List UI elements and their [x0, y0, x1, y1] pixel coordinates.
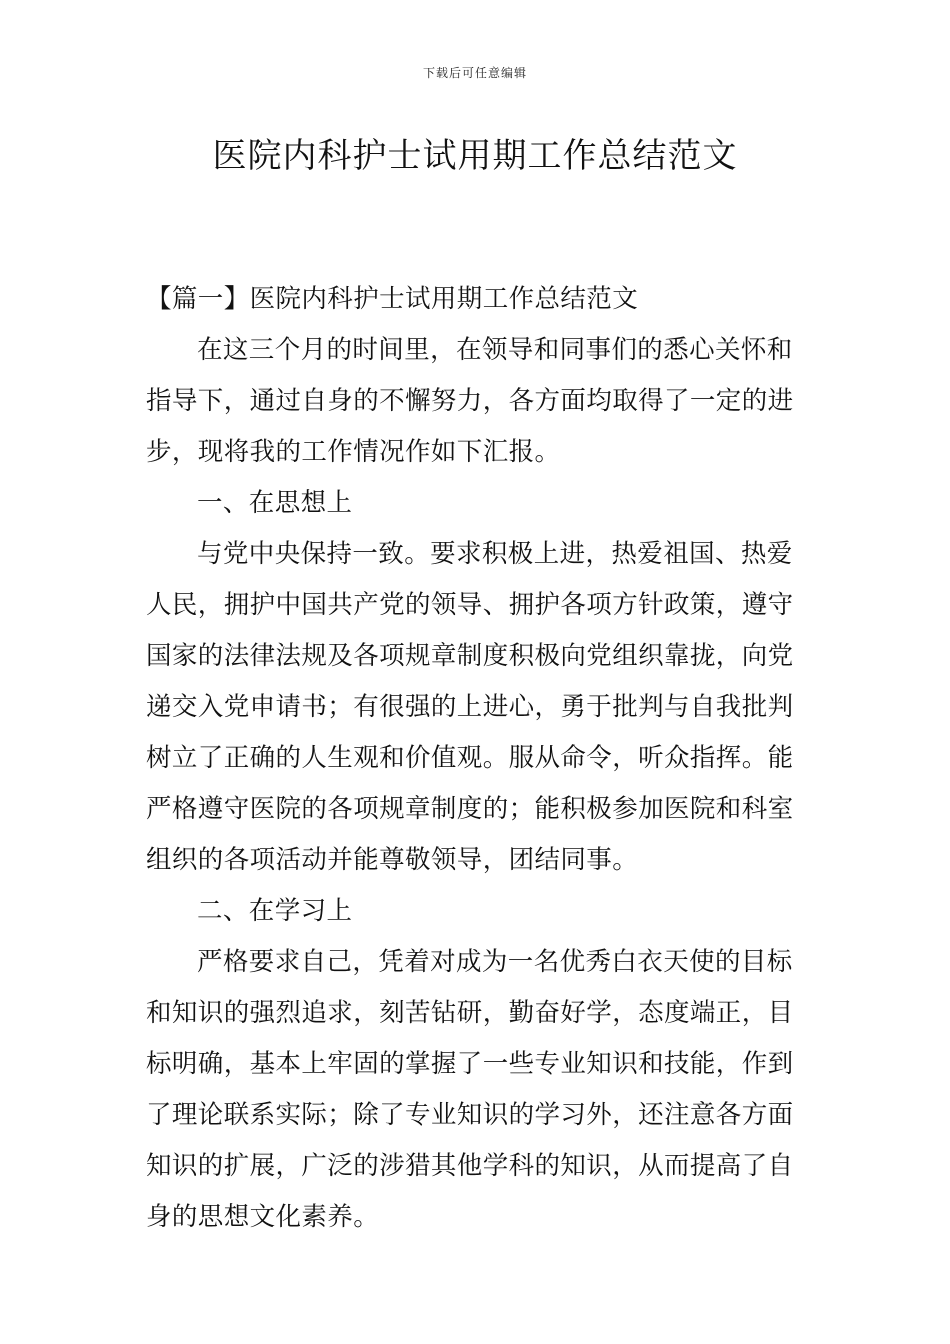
- body-line: 递交入党申请书；有很强的上进心，勇于批判与自我批判: [146, 692, 794, 722]
- header-note: 下载后可任意编辑: [422, 66, 527, 80]
- body-line: 指导下，通过自身的不懈努力，各方面均取得了一定的进: [146, 386, 794, 416]
- body-line: 和知识的强烈追求，刻苦钻研，勤奋好学，态度端正，目: [146, 998, 794, 1028]
- document-body: [146, 274, 810, 1243]
- body-line: 二、在学习上: [197, 896, 353, 926]
- body-line: 严格要求自己，凭着对成为一名优秀白衣天使的目标: [197, 947, 793, 977]
- body-line: 严格遵守医院的各项规章制度的；能积极参加医院和科室: [146, 794, 794, 824]
- body-line: 人民，拥护中国共产党的领导、拥护各项方针政策，遵守: [146, 590, 794, 620]
- body-line: 树立了正确的人生观和价值观。服从命令，听众指挥。能: [146, 743, 794, 773]
- body-line: 【篇一】医院内科护士试用期工作总结范文: [146, 284, 639, 314]
- body-line: 了理论联系实际；除了专业知识的学习外，还注意各方面: [146, 1100, 794, 1130]
- body-line: 在这三个月的时间里，在领导和同事们的悉心关怀和: [197, 335, 793, 365]
- body-line: 一、在思想上: [197, 488, 353, 518]
- body-line: 标明确，基本上牢固的掌握了一些专业知识和技能，作到: [146, 1049, 794, 1079]
- body-line: 国家的法律法规及各项规章制度积极向党组织靠拢，向党: [146, 641, 794, 671]
- body-line: 与党中央保持一致。要求积极上进，热爱祖国、热爱: [197, 539, 793, 569]
- body-line: 知识的扩展，广泛的涉猎其他学科的知识，从而提高了自: [146, 1151, 794, 1181]
- body-line: 身的思想文化素养。: [146, 1202, 380, 1232]
- body-line: 步，现将我的工作情况作如下汇报。: [146, 437, 561, 467]
- document-title: 医院内科护士试用期工作总结范文: [212, 136, 738, 176]
- body-line: 组织的各项活动并能尊敬领导，团结同事。: [146, 845, 639, 875]
